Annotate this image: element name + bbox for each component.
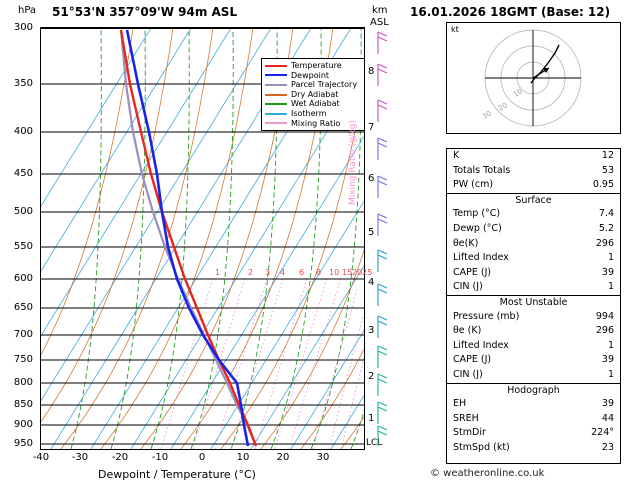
- stat-value-surface-li: 1: [607, 252, 614, 264]
- stat-key-surface-thetae: θe(K): [453, 237, 479, 249]
- xtick-10: 10: [236, 452, 250, 463]
- stat-value-surface-dewp: 5.2: [598, 222, 614, 234]
- stat-key-sreh: SREH: [453, 412, 479, 424]
- credit-text: © weatheronline.co.uk: [430, 468, 545, 479]
- xtick--10: -10: [151, 452, 169, 463]
- xtick--30: -30: [71, 452, 89, 463]
- stat-row-surface-temp: [447, 207, 620, 222]
- stat-row-surface-thetae: [447, 237, 620, 252]
- stat-value-surface-cin: 1: [607, 281, 614, 293]
- stats-section-hodograph: Hodograph: [447, 383, 620, 398]
- legend-swatch-parcel: [265, 84, 287, 86]
- mixing-value-20: 20: [352, 268, 363, 277]
- stat-key-mu-thetae: θe (K): [453, 325, 482, 337]
- ytick-600: 600: [13, 273, 33, 284]
- stat-value-surface-thetae: 296: [595, 237, 614, 249]
- stat-key-pw: PW (cm): [453, 179, 494, 191]
- ytick-850: 850: [13, 399, 33, 410]
- stat-value-surface-temp: 7.4: [598, 208, 614, 220]
- stat-row-k: [447, 149, 620, 164]
- mixing-value-15: 15: [342, 268, 353, 277]
- stat-key-totals-totals: Totals Totals: [453, 164, 511, 176]
- hodograph-svg: [447, 23, 620, 133]
- legend-label-isotherm: Isotherm: [291, 108, 327, 118]
- mixing-value-1: 1: [215, 268, 221, 277]
- kmtick-8: 8: [368, 66, 375, 77]
- xtick--20: -20: [111, 452, 129, 463]
- kmtick-7: 7: [368, 122, 375, 133]
- stat-key-surface-cin: CIN (J): [453, 281, 483, 293]
- right-panel: [404, 0, 629, 486]
- ytick-500: 500: [13, 206, 33, 217]
- stat-row-eh: [447, 397, 620, 412]
- stat-key-stmspd: StmSpd (kt): [453, 441, 510, 453]
- wind-barb-column: [366, 28, 396, 458]
- legend-item-dewpoint: [265, 71, 365, 81]
- stat-value-k: 12: [601, 150, 614, 161]
- stat-key-surface-temp: Temp (°C): [453, 208, 501, 220]
- mixing-ratio-axis-label: Mixing Ratio (g/kg): [348, 119, 358, 205]
- xtick-20: 20: [276, 452, 290, 463]
- stat-key-k: K: [453, 150, 460, 161]
- kmtick-1: 1: [368, 413, 375, 424]
- legend-label-mixing-ratio: Mixing Ratio: [291, 118, 341, 128]
- skewt-plot: [40, 27, 365, 450]
- stat-key-eh: EH: [453, 398, 467, 410]
- kmtick-2: 2: [368, 371, 375, 382]
- kmtick-6: 6: [368, 173, 375, 184]
- ytick-450: 450: [13, 168, 33, 179]
- stat-key-mu-pressure: Pressure (mb): [453, 310, 520, 322]
- stat-value-mu-thetae: 296: [595, 325, 614, 337]
- kmtick-5: 5: [368, 227, 375, 238]
- mixing-value-8: 8: [316, 268, 322, 277]
- ytick-650: 650: [13, 302, 33, 313]
- hodograph: [446, 22, 621, 134]
- stat-row-surface-cin: [447, 280, 620, 295]
- stat-value-mu-cape: 39: [601, 354, 614, 366]
- legend-swatch-wet-adiabat: [265, 103, 287, 105]
- ytick-750: 750: [13, 354, 33, 365]
- ytick-950: 950: [13, 438, 33, 449]
- height-axis-sublabel: ASL: [370, 17, 389, 28]
- stat-value-surface-cape: 39: [601, 266, 614, 278]
- height-axis-label: km: [372, 5, 388, 16]
- stat-key-mu-li: Lifted Index: [453, 339, 509, 351]
- hodo-ring-20: 20: [497, 101, 509, 113]
- legend-swatch-temperature: [265, 65, 287, 67]
- stat-value-totals-totals: 53: [601, 164, 614, 176]
- stat-value-sreh: 44: [601, 412, 614, 424]
- hodo-ring-30: 30: [481, 109, 493, 121]
- legend-label-dry-adiabat: Dry Adiabat: [291, 89, 339, 99]
- mixing-value-2: 2: [248, 268, 254, 277]
- ytick-900: 900: [13, 419, 33, 430]
- ytick-700: 700: [13, 329, 33, 340]
- xtick-0: 0: [198, 452, 206, 463]
- stats-table: [446, 148, 621, 464]
- legend-item-temperature: [265, 61, 365, 71]
- mixing-value-4: 4: [280, 268, 286, 277]
- hodo-ring-10: 10: [512, 87, 524, 99]
- stat-value-eh: 39: [601, 398, 614, 410]
- ytick-800: 800: [13, 377, 33, 388]
- stats-section-surface: Surface: [447, 193, 620, 208]
- xtick-30: 30: [316, 452, 330, 463]
- forecast-datetime: 16.01.2026 18GMT (Base: 12): [410, 5, 611, 19]
- stat-row-surface-li: [447, 251, 620, 266]
- stat-value-mu-pressure: 994: [595, 310, 614, 322]
- station-title: 51°53'N 357°09'W 94m ASL: [52, 5, 238, 19]
- hodograph-unit-label: kt: [451, 25, 459, 34]
- lcl-label: LCL: [366, 438, 383, 448]
- stat-key-surface-cape: CAPE (J): [453, 266, 492, 278]
- mixing-value-3: 3: [265, 268, 271, 277]
- stat-value-stmspd: 23: [601, 441, 614, 453]
- ytick-300: 300: [13, 22, 33, 33]
- stat-row-surface-cape: [447, 266, 620, 281]
- xtick--40: -40: [32, 452, 50, 463]
- stat-value-mu-cin: 1: [607, 368, 614, 380]
- ytick-400: 400: [13, 126, 33, 137]
- stat-row-surface-dewp: [447, 222, 620, 237]
- mixing-value-10: 10: [329, 268, 340, 277]
- stat-row-totals-totals: [447, 164, 620, 179]
- ytick-550: 550: [13, 241, 33, 252]
- stat-row-mu-cin: [447, 368, 620, 383]
- legend-item-dry-adiabat: [265, 90, 365, 100]
- stat-key-surface-dewp: Dewp (°C): [453, 222, 502, 234]
- stat-value-pw: 0.95: [592, 179, 614, 191]
- legend-label-parcel: Parcel Trajectory: [291, 80, 358, 90]
- kmtick-3: 3: [368, 325, 375, 336]
- stats-section-most-unstable: Most Unstable: [447, 295, 620, 310]
- stat-row-pw: [447, 178, 620, 193]
- legend-swatch-dry-adiabat: [265, 94, 287, 96]
- stat-row-mu-pressure: [447, 310, 620, 325]
- pressure-axis-label: hPa: [18, 5, 37, 16]
- ytick-350: 350: [13, 78, 33, 89]
- stat-row-stmspd: [447, 441, 620, 456]
- stat-value-stmdir: 224°: [591, 427, 614, 439]
- stat-row-mu-cape: [447, 353, 620, 368]
- x-axis-title: Dewpoint / Temperature (°C): [98, 468, 256, 481]
- stat-row-stmdir: [447, 426, 620, 441]
- legend-label-temperature: Temperature: [291, 61, 342, 70]
- stat-row-sreh: [447, 412, 620, 427]
- stat-key-mu-cape: CAPE (J): [453, 354, 492, 366]
- legend-swatch-mixing-ratio: [265, 122, 287, 124]
- mixing-value-6: 6: [299, 268, 305, 277]
- stat-key-surface-li: Lifted Index: [453, 252, 509, 264]
- legend-label-dewpoint: Dewpoint: [291, 70, 330, 80]
- stat-row-mu-li: [447, 339, 620, 354]
- stat-key-stmdir: StmDir: [453, 427, 486, 439]
- legend-item-isotherm: [265, 109, 365, 119]
- mixing-value-25: 25: [362, 268, 373, 277]
- stat-value-mu-li: 1: [607, 339, 614, 351]
- stat-row-mu-thetae: [447, 324, 620, 339]
- legend-item-wet-adiabat: [265, 99, 365, 109]
- legend-label-wet-adiabat: Wet Adiabat: [291, 99, 340, 109]
- legend-item-parcel: [265, 80, 365, 90]
- legend-swatch-isotherm: [265, 113, 287, 115]
- stat-key-mu-cin: CIN (J): [453, 368, 483, 380]
- legend-swatch-dewpoint: [265, 74, 287, 76]
- kmtick-4: 4: [368, 277, 375, 288]
